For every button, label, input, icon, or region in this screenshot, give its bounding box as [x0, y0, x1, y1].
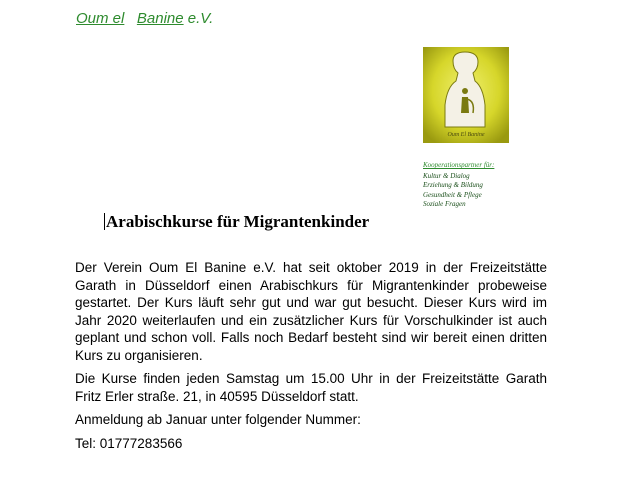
- logo-script-text: Oum El Banine: [447, 132, 485, 138]
- phone-number: Tel: 01777283566: [75, 435, 183, 451]
- partner-item: Erziehung & Bildung: [423, 181, 483, 189]
- org-name-part2: Banine: [136, 10, 184, 27]
- organization-logo: [423, 47, 509, 143]
- partner-item: Kultur & Dialog: [423, 171, 470, 180]
- document-body: [75, 259, 547, 458]
- organization-name: [76, 10, 213, 27]
- partner-item: Soziale Fragen: [423, 200, 466, 208]
- org-name-suffix: e.V.: [183, 10, 214, 27]
- document-title: Arabischkurse für Migrantenkinder: [106, 212, 370, 231]
- partner-item: Gesundheit & Pflege: [423, 190, 482, 199]
- partner-heading: Kooperationspartner für:: [423, 161, 495, 169]
- logo-graphic: [423, 47, 509, 143]
- partner-block: [423, 161, 533, 210]
- org-name-part1: Oum el: [76, 10, 125, 27]
- paragraph-registration: Anmeldung ab Januar unter folgender Nummer:: [75, 412, 361, 427]
- paragraph-intro: Der Verein Oum El Banine e.V. hat seit oktober 2019 in der Freizeitstätte Garath in Düsseldorf einen Arabischkurs für Migrantenkinder probeweise gestartet. Der Kurs läuft sehr gut und war gut besucht. Dieser Kurs wird im Jahr 2020 weiterlaufen und ein zusätzlicher Kurs für Vorschulkinder ist auch geplant und schon voll. Falls noch Bedarf besteht sind wir bereit einen dritten Kurs zu organisieren.: [75, 260, 547, 363]
- paragraph-schedule: Die Kurse finden jeden Samstag um 15.00 Uhr in der Freizeitstätte Garath Fritz Erler straße. 21, in 40595 Düsseldorf statt.: [75, 371, 547, 404]
